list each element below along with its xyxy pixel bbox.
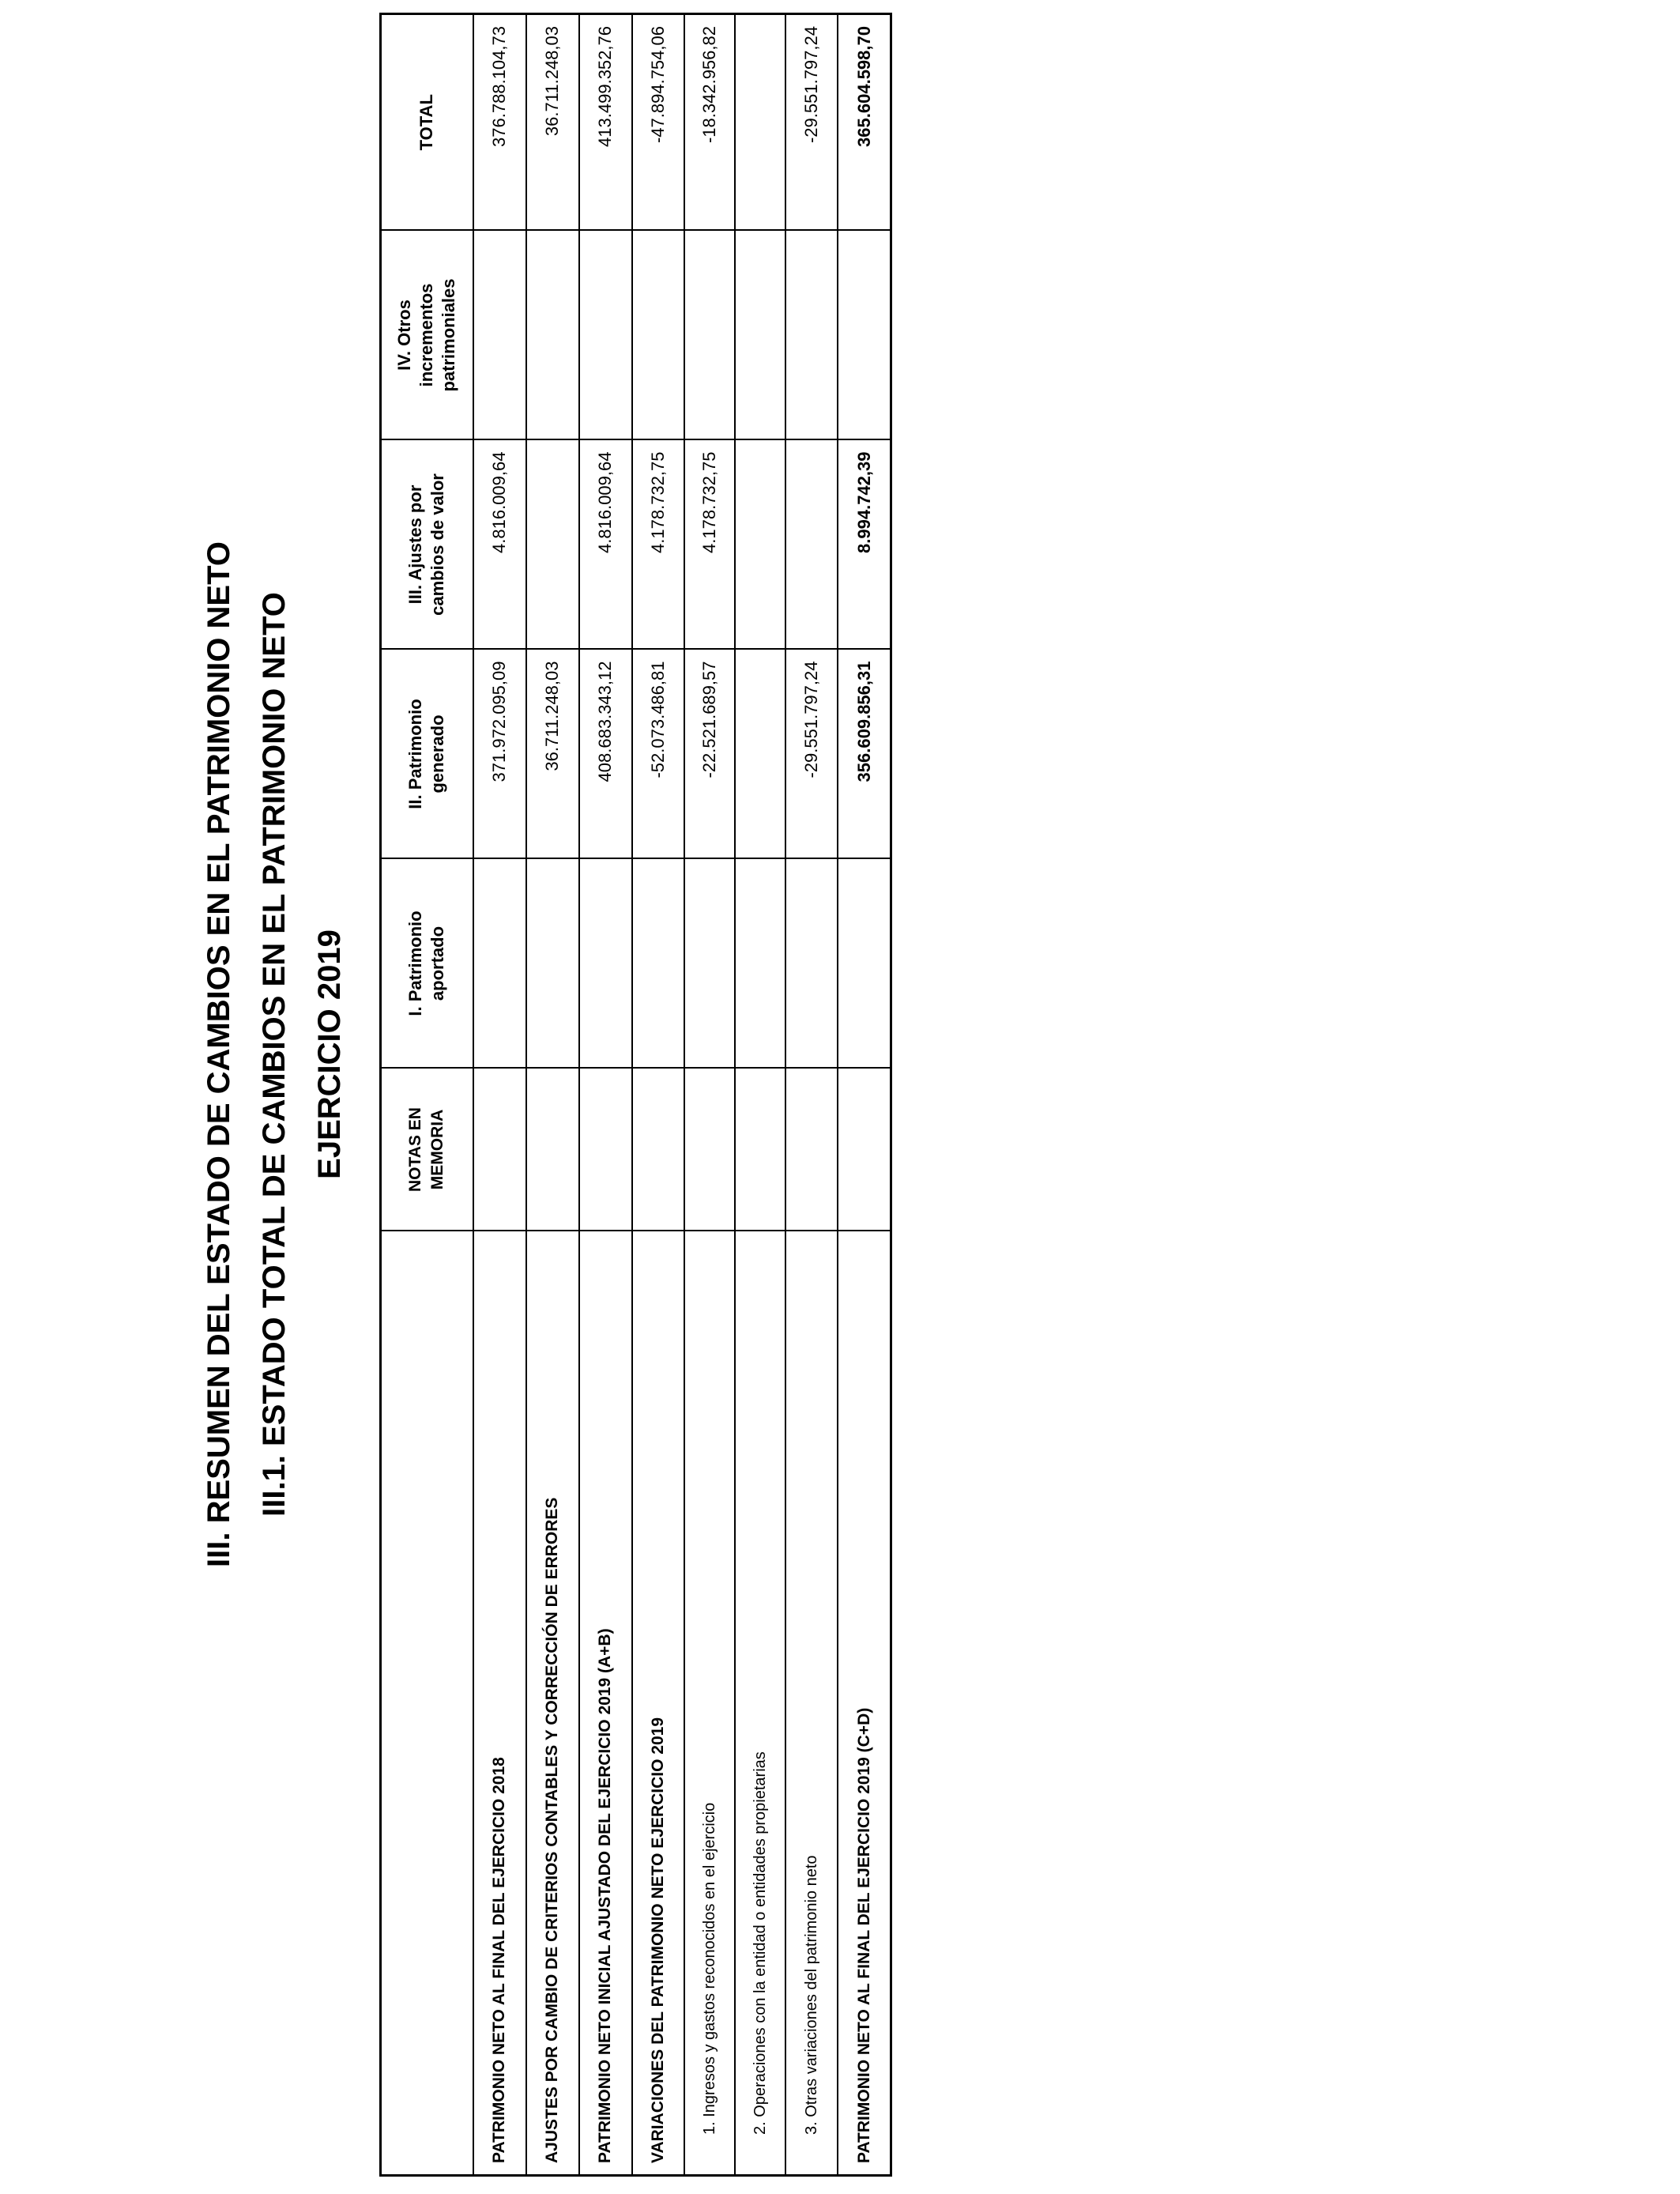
fiscal-year-title: EJERCICIO 2019 — [312, 929, 347, 1179]
header-notas-memoria — [381, 1069, 473, 1231]
cell-total: 376.788.104,73 — [473, 14, 526, 231]
cell-ajustes: 4.816.009,64 — [579, 440, 632, 650]
table-row — [473, 14, 526, 2176]
cell-generado — [735, 650, 785, 859]
cell-aportado — [838, 859, 891, 1069]
cell-otros — [684, 231, 735, 440]
header-notas-line2: MEMORIA — [428, 1109, 447, 1190]
cell-aportado — [785, 859, 838, 1069]
row-label: PATRIMONIO NETO AL FINAL DEL EJERCICIO 2018 — [473, 1231, 526, 2176]
cell-total: -18.342.956,82 — [684, 14, 735, 231]
table-row — [632, 14, 684, 2176]
cell-generado: 356.609.856,31 — [838, 650, 891, 859]
header-aportado-line1: I. Patrimonio — [405, 910, 426, 1016]
header-otros-line3: patrimoniales — [439, 278, 459, 392]
cell-ajustes: 8.994.742,39 — [838, 440, 891, 650]
cell-otros — [473, 231, 526, 440]
header-otros-incrementos — [381, 231, 473, 440]
header-ajustes-line1: III. Ajustes por — [405, 484, 426, 605]
row-label: PATRIMONIO NETO INICIAL AJUSTADO DEL EJERCICIO 2019 (A+B) — [579, 1231, 632, 2176]
cell-generado: -29.551.797,24 — [785, 650, 838, 859]
header-ajustes-cambios-valor — [381, 440, 473, 650]
table-row — [684, 14, 735, 2176]
cell-otros — [579, 231, 632, 440]
table-row — [579, 14, 632, 2176]
cell-aportado — [579, 859, 632, 1069]
cell-aportado — [684, 859, 735, 1069]
cell-ajustes — [526, 440, 579, 650]
cell-generado: -22.521.689,57 — [684, 650, 735, 859]
cell-otros — [785, 231, 838, 440]
cell-aportado — [526, 859, 579, 1069]
cell-aportado — [735, 859, 785, 1069]
cell-aportado — [632, 859, 684, 1069]
header-concept — [381, 1231, 473, 2176]
header-ajustes-line2: cambios de valor — [428, 473, 448, 616]
main-title: III. RESUMEN DEL ESTADO DE CAMBIOS EN EL PATRIMONIO NETO — [202, 541, 236, 1567]
header-total: TOTAL — [381, 14, 473, 231]
header-generado-line1: II. Patrimonio — [405, 699, 426, 809]
cell-ajustes: 4.178.732,75 — [684, 440, 735, 650]
cell-generado: 408.683.343,12 — [579, 650, 632, 859]
header-patrimonio-generado — [381, 650, 473, 859]
header-row — [381, 14, 473, 2176]
row-label: 3. Otras variaciones del patrimonio neto — [785, 1231, 838, 2176]
row-label: AJUSTES POR CAMBIO DE CRITERIOS CONTABLES Y CORRECCIÓN DE ERRORES — [526, 1231, 579, 2176]
header-aportado-line2: aportado — [428, 925, 448, 1001]
cell-total: 36.711.248,03 — [526, 14, 579, 231]
cell-total: 413.499.352,76 — [579, 14, 632, 231]
cell-generado: 371.972.095,09 — [473, 650, 526, 859]
row-label: 2. Operaciones con la entidad o entidades propietarias — [735, 1231, 785, 2176]
row-label: PATRIMONIO NETO AL FINAL DEL EJERCICIO 2019 (C+D) — [838, 1231, 891, 2176]
row-label: VARIACIONES DEL PATRIMONIO NETO EJERCICIO 2019 — [632, 1231, 684, 2176]
header-generado-line2: generado — [428, 714, 448, 794]
table-row — [838, 14, 891, 2176]
cell-ajustes — [735, 440, 785, 650]
cell-aportado — [473, 859, 526, 1069]
cell-otros — [526, 231, 579, 440]
row-label: 1. Ingresos y gastos reconocidos en el ejercicio — [684, 1231, 735, 2176]
changes-in-equity-table — [379, 13, 892, 2177]
cell-otros — [735, 231, 785, 440]
cell-notas — [735, 1069, 785, 1231]
header-patrimonio-aportado — [381, 859, 473, 1069]
table-row — [735, 14, 785, 2176]
cell-generado: 36.711.248,03 — [526, 650, 579, 859]
cell-ajustes: 4.178.732,75 — [632, 440, 684, 650]
cell-total: -47.894.754,06 — [632, 14, 684, 231]
section-title: III.1. ESTADO TOTAL DE CAMBIOS EN EL PATRIMONIO NETO — [257, 592, 292, 1517]
cell-notas — [785, 1069, 838, 1231]
cell-notas — [684, 1069, 735, 1231]
cell-notas — [632, 1069, 684, 1231]
cell-ajustes — [785, 440, 838, 650]
cell-notas — [579, 1069, 632, 1231]
cell-total: -29.551.797,24 — [785, 14, 838, 231]
cell-notas — [526, 1069, 579, 1231]
table-row — [785, 14, 838, 2176]
header-notas-line1: NOTAS EN — [406, 1107, 425, 1192]
header-otros-line2: incrementos — [416, 283, 437, 387]
table-row — [526, 14, 579, 2176]
cell-total: 365.604.598,70 — [838, 14, 891, 231]
cell-notas — [473, 1069, 526, 1231]
cell-generado: -52.073.486,81 — [632, 650, 684, 859]
cell-notas — [838, 1069, 891, 1231]
cell-otros — [838, 231, 891, 440]
header-otros-line1: IV. Otros — [394, 300, 415, 371]
cell-total — [735, 14, 785, 231]
cell-ajustes: 4.816.009,64 — [473, 440, 526, 650]
cell-otros — [632, 231, 684, 440]
